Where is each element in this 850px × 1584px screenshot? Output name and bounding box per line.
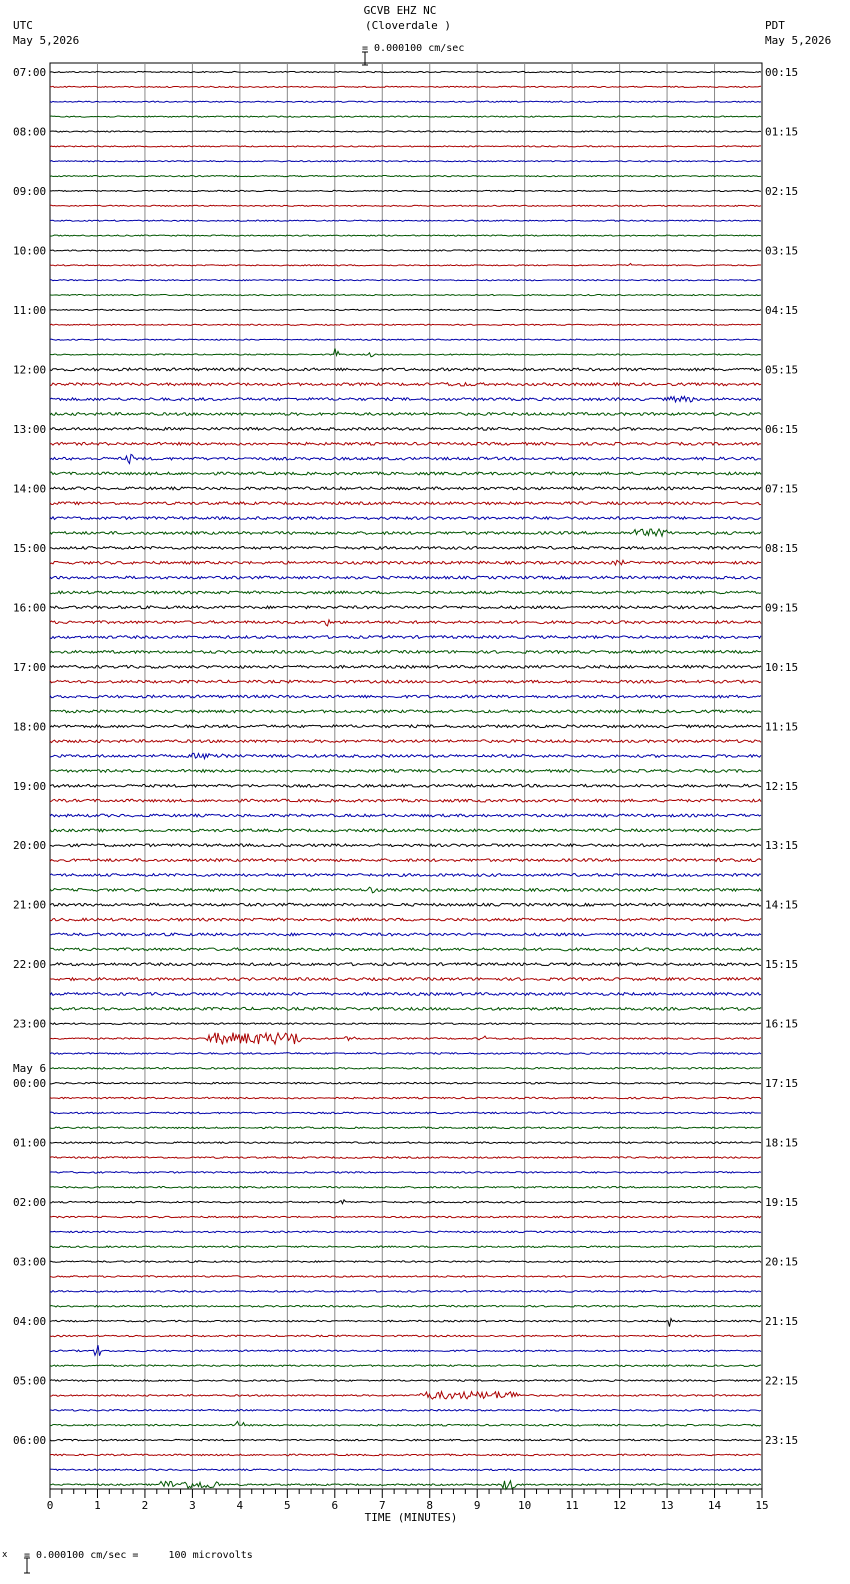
left-hour-label: 16:00 <box>13 601 47 615</box>
x-tick-label: 4 <box>236 1499 244 1512</box>
trace-line <box>50 250 761 251</box>
left-hour-label: 13:00 <box>13 422 47 436</box>
right-hour-label: 17:15 <box>765 1077 799 1091</box>
trace-line <box>50 454 761 463</box>
left-hour-label: 18:00 <box>13 720 47 734</box>
right-hour-label: 11:15 <box>765 720 799 734</box>
trace-line <box>50 665 761 668</box>
x-tick-label: 12 <box>612 1499 627 1512</box>
trace-line <box>50 220 761 221</box>
right-hour-label: 12:15 <box>765 779 799 793</box>
left-hour-label: 20:00 <box>13 839 47 853</box>
left-hour-label: 19:00 <box>13 779 47 793</box>
trace-line <box>50 294 761 295</box>
right-hour-label: 20:15 <box>765 1255 799 1269</box>
right-hour-label: 19:15 <box>765 1196 799 1210</box>
trace-line <box>50 502 761 505</box>
trace-line <box>50 1439 761 1441</box>
trace-line <box>50 427 761 430</box>
trace-line <box>50 442 761 445</box>
trace-line <box>50 86 761 87</box>
trace-line <box>50 413 761 416</box>
left-hour-label: 05:00 <box>13 1374 47 1388</box>
trace-line <box>50 948 761 951</box>
right-hour-label: 14:15 <box>765 898 799 912</box>
trace-line <box>50 1067 761 1069</box>
trace-line <box>50 1319 761 1327</box>
left-hour-label: 21:00 <box>13 898 47 912</box>
trace-line <box>50 606 761 609</box>
trace-line <box>50 933 761 936</box>
trace-line <box>50 175 761 176</box>
trace-line <box>50 529 761 536</box>
trace-line <box>50 1216 761 1218</box>
right-hour-label: 08:15 <box>765 541 799 555</box>
right-timezone: PDT <box>765 19 785 32</box>
trace-line <box>50 769 761 772</box>
trace-line <box>50 1276 761 1278</box>
trace-line <box>50 1380 761 1382</box>
left-hour-label: 11:00 <box>13 303 47 317</box>
trace-line <box>50 784 761 787</box>
x-axis-label: TIME (MINUTES) <box>364 1511 458 1524</box>
left-hour-label: 14:00 <box>13 482 47 496</box>
trace-line <box>50 1023 761 1025</box>
right-hour-label: 00:15 <box>765 66 799 79</box>
left-hour-label: 06:00 <box>13 1434 47 1448</box>
footer-prefix: x <box>2 1550 8 1560</box>
trace-line <box>50 1365 761 1367</box>
trace-line <box>50 205 761 206</box>
station-title: GCVB EHZ NC <box>363 4 437 17</box>
trace-line <box>50 1421 761 1426</box>
trace-line <box>50 753 761 758</box>
trace-line <box>50 680 761 683</box>
trace-line <box>50 829 761 832</box>
x-tick-label: 8 <box>426 1499 434 1512</box>
x-tick-label: 9 <box>473 1499 481 1512</box>
trace-line <box>50 1172 761 1174</box>
trace-line <box>50 636 761 639</box>
trace-line <box>50 71 761 72</box>
plot-frame <box>50 63 762 1489</box>
right-hour-label: 15:15 <box>765 958 799 972</box>
trace-line <box>50 1345 761 1355</box>
right-hour-label: 02:15 <box>765 184 799 198</box>
left-hour-label: 03:00 <box>13 1255 47 1269</box>
trace-line <box>50 1127 761 1129</box>
x-tick-label: 10 <box>518 1499 532 1512</box>
trace-line <box>50 1186 761 1188</box>
trace-line <box>50 858 761 861</box>
x-tick-label: 2 <box>141 1499 149 1512</box>
right-hour-label: 16:15 <box>765 1017 799 1031</box>
trace-line <box>50 1305 761 1307</box>
x-tick-label: 6 <box>331 1499 339 1512</box>
trace-line <box>50 887 761 893</box>
right-hour-label: 05:15 <box>765 363 799 377</box>
trace-line <box>50 280 761 281</box>
right-hour-label: 03:15 <box>765 244 799 258</box>
x-tick-label: 3 <box>189 1499 196 1512</box>
trace-line <box>50 1033 761 1045</box>
left-hour-label: 09:00 <box>13 184 47 198</box>
trace-line <box>50 844 761 847</box>
right-hour-label: 13:15 <box>765 839 799 853</box>
x-tick-label: 11 <box>565 1499 579 1512</box>
left-hour-label: 10:00 <box>13 244 47 258</box>
left-hour-label: 08:00 <box>13 125 47 139</box>
trace-line <box>50 1291 761 1293</box>
trace-line <box>50 695 761 698</box>
left-date: May 5,2026 <box>13 34 80 47</box>
trace-line <box>50 368 761 371</box>
trace-line <box>50 903 761 906</box>
trace-line <box>50 309 761 310</box>
right-hour-label: 18:15 <box>765 1136 799 1150</box>
left-timezone: UTC <box>13 19 33 32</box>
trace-line <box>50 591 761 594</box>
trace-line <box>50 339 761 340</box>
x-tick-label: 7 <box>378 1499 386 1512</box>
left-date-change-label: May 6 <box>13 1062 47 1076</box>
trace-line <box>50 396 761 402</box>
trace-line <box>50 963 761 966</box>
trace-line <box>50 1082 761 1084</box>
right-hour-label: 10:15 <box>765 660 799 674</box>
left-hour-label: 04:00 <box>13 1315 47 1329</box>
x-tick-label: 1 <box>94 1499 101 1512</box>
trace-line <box>50 1112 761 1114</box>
trace-line <box>50 1261 761 1263</box>
trace-line <box>50 874 761 877</box>
right-hour-label: 01:15 <box>765 125 799 139</box>
trace-line <box>50 1097 761 1099</box>
trace-line <box>50 1200 761 1204</box>
trace-line <box>50 161 761 162</box>
station-location: (Cloverdale ) <box>364 19 452 32</box>
trace-line <box>50 1454 761 1456</box>
x-tick-label: 14 <box>707 1499 722 1512</box>
trace-line <box>50 472 761 475</box>
left-hour-label: 01:00 <box>13 1136 47 1150</box>
left-hour-label: 17:00 <box>13 660 47 674</box>
trace-line <box>50 799 761 802</box>
trace-line <box>50 1246 761 1248</box>
right-hour-label: 04:15 <box>765 303 799 317</box>
trace-line <box>50 1481 761 1489</box>
trace-line <box>50 383 761 386</box>
trace-line <box>50 1335 761 1337</box>
trace-line <box>50 814 761 817</box>
right-date: May 5,2026 <box>765 34 832 47</box>
left-hour-label: 12:00 <box>13 363 47 377</box>
x-tick-label: 0 <box>46 1499 54 1512</box>
trace-line <box>50 190 761 191</box>
right-hour-label: 06:15 <box>765 422 799 436</box>
trace-line <box>50 487 761 490</box>
trace-line <box>50 993 761 996</box>
trace-line <box>50 101 761 102</box>
trace-line <box>50 740 761 743</box>
left-hour-label: 15:00 <box>13 541 47 555</box>
trace-line <box>50 978 761 981</box>
trace-line <box>50 324 761 325</box>
trace-line <box>50 116 761 117</box>
trace-line <box>50 1469 761 1471</box>
trace-line <box>50 349 761 357</box>
trace-line <box>50 725 761 728</box>
right-hour-label: 07:15 <box>765 482 799 496</box>
trace-line <box>50 131 761 132</box>
right-hour-label: 23:15 <box>765 1434 799 1448</box>
trace-line <box>50 918 761 921</box>
x-tick-label: 13 <box>660 1499 674 1512</box>
trace-line <box>50 146 761 147</box>
trace-line <box>50 576 761 579</box>
left-hour-label: 07:00 <box>13 66 47 79</box>
trace-line <box>50 1142 761 1144</box>
trace-line <box>50 1231 761 1233</box>
left-hour-label: 23:00 <box>13 1017 47 1031</box>
trace-line <box>50 620 761 626</box>
x-tick-label: 5 <box>284 1499 291 1512</box>
scale-label: = 0.000100 cm/sec <box>362 43 465 54</box>
trace-line <box>50 1007 761 1010</box>
right-hour-label: 22:15 <box>765 1374 799 1388</box>
trace-line <box>50 1053 761 1055</box>
trace-line <box>50 560 761 565</box>
trace-line <box>50 651 761 654</box>
trace-line <box>50 263 761 265</box>
trace-line <box>50 235 761 236</box>
left-hour-label: 22:00 <box>13 958 47 972</box>
right-hour-label: 21:15 <box>765 1315 799 1329</box>
trace-line <box>50 1410 761 1412</box>
footer-scale-label: = 0.000100 cm/sec = 100 microvolts <box>24 1550 253 1561</box>
trace-line <box>50 1392 761 1399</box>
trace-line <box>50 710 761 713</box>
left-hour-label: 02:00 <box>13 1196 47 1210</box>
trace-line <box>50 1157 761 1159</box>
x-tick-label: 15 <box>755 1499 769 1512</box>
trace-line <box>50 517 761 520</box>
left-hour-label: 00:00 <box>13 1077 47 1091</box>
right-hour-label: 09:15 <box>765 601 799 615</box>
trace-line <box>50 546 761 549</box>
